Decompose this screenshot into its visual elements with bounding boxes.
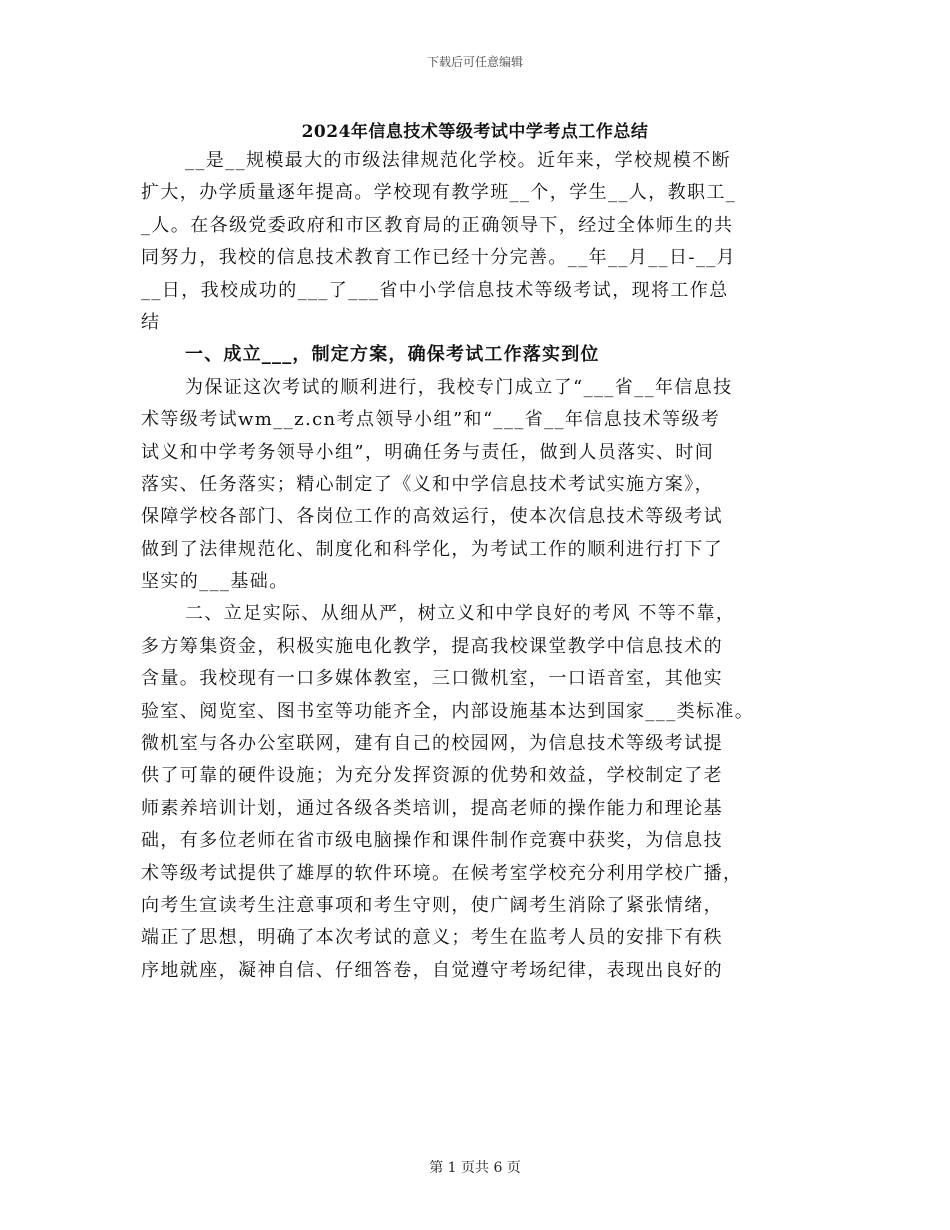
- paragraph-line: 坚实的___基础。: [141, 571, 289, 593]
- paragraph-line: 供了可靠的硬件设施；为充分发挥资源的优势和效益，学校制定了老: [141, 765, 723, 787]
- paragraph-line: 术等级考试wm__z.cn考点领导小组”和“___省__年信息技术等级考: [141, 409, 721, 431]
- paragraph-line: 落实、任务落实；精心制定了《义和中学信息技术考试实施方案》，: [141, 473, 714, 495]
- paragraph-line: 做到了法律规范化、制度化和科学化，为考试工作的顺利进行打下了: [141, 538, 723, 560]
- paragraph-line: __日，我校成功的___了___省中小学信息技术等级考试，现将工作总: [141, 279, 729, 301]
- section-heading: 一、成立___，制定方案，确保考试工作落实到位: [185, 344, 600, 366]
- paragraph-line: 扩大，办学质量逐年提高。学校现有教学班__个，学生__人，教职工_: [141, 182, 737, 204]
- paragraph-line: 结: [141, 311, 161, 333]
- header-note: 下载后可任意编辑: [426, 55, 523, 69]
- paragraph-line: 微机室与各办公室联网，建有自己的校园网，为信息技术等级考试提: [141, 733, 723, 755]
- paragraph-line: 试义和中学考务领导小组”，明确任务与责任，做到人员落实、时间: [141, 441, 715, 463]
- paragraph-line: 二、立足实际、从细从严，树立义和中学良好的考风 不等不靠，: [185, 603, 736, 625]
- document-body: [141, 145, 811, 987]
- paragraph-line: 为保证这次考试的顺利进行，我校专门成立了“___省__年信息技: [185, 376, 733, 398]
- paragraph-line: 同努力，我校的信息技术教育工作已经十分完善。__年__月__日-__月: [141, 247, 737, 269]
- page-footer: 第 1 页共 6 页: [429, 1160, 521, 1176]
- paragraph-line: 础，有多位老师在省市级电脑操作和课件制作竞赛中获奖，为信息技: [141, 830, 723, 852]
- document-title: 2024年信息技术等级考试中学考点工作总结: [301, 122, 649, 142]
- paragraph-line: _人。在各级党委政府和市区教育局的正确领导下，经过全体师生的共: [141, 214, 734, 236]
- paragraph-line: 验室、阅览室、图书室等功能齐全，内部设施基本达到国家___类标准。: [141, 700, 755, 722]
- paragraph-line: 保障学校各部门、各岗位工作的高效运行，使本次信息技术等级考试: [141, 506, 723, 528]
- paragraph-line: 序地就座，凝神自信、仔细答卷，自觉遵守考场纪律，表现出良好的: [141, 959, 723, 981]
- paragraph-line: 向考生宣读考生注意事项和考生守则，使广阔考生消除了紧张情绪，: [141, 894, 723, 916]
- paragraph-line: 术等级考试提供了雄厚的软件环境。在候考室学校充分利用学校广播，: [141, 862, 743, 884]
- paragraph-line: 端正了思想，明确了本次考试的意义；考生在监考人员的安排下有秩: [141, 927, 723, 949]
- paragraph-line: 师素养培训计划，通过各级各类培训，提高老师的操作能力和理论基: [141, 797, 723, 819]
- paragraph-line: __是__规模最大的市级法律规范化学校。近年来，学校规模不断: [185, 150, 731, 171]
- paragraph-line: 含量。我校现有一口多媒体教室，三口微机室，一口语音室，其他实: [141, 668, 723, 690]
- paragraph-line: 多方筹集资金，积极实施电化教学，提高我校课堂教学中信息技术的: [141, 635, 723, 657]
